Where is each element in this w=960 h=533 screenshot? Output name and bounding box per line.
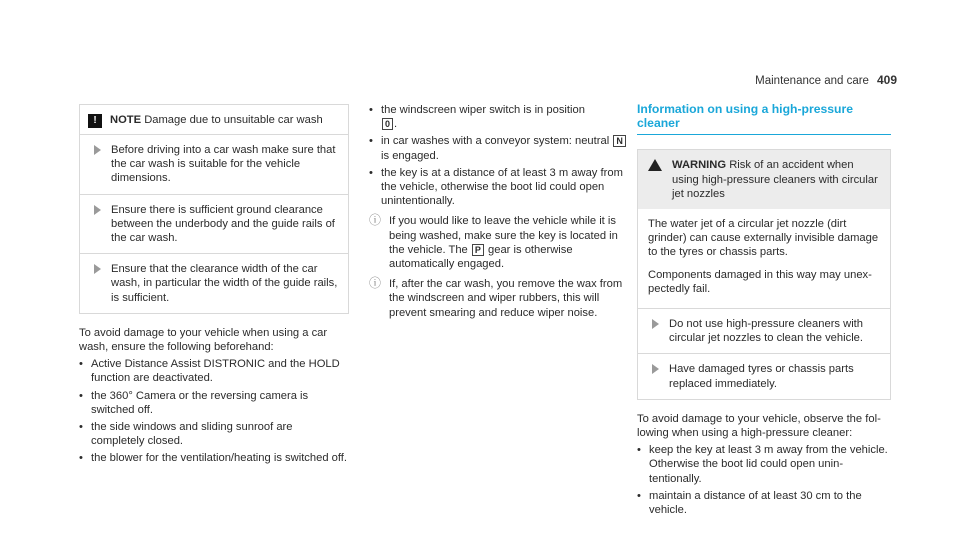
column-2 <box>369 103 631 320</box>
bullet-list <box>79 357 349 465</box>
section-heading: Information on using a high-pressure cleaner <box>637 102 891 135</box>
step-text: Ensure that the clearance width of the car wash, in particular the width of the guide rails, is sufficient. <box>111 263 338 304</box>
column-1 <box>79 104 349 469</box>
page-header <box>755 73 897 87</box>
list-item: • maintain a distance of at least 30 cm to the vehicle. <box>637 489 891 517</box>
step <box>638 308 890 353</box>
warning-label: WARNING <box>672 159 727 172</box>
list-item: • keep the key at least 3 m away from the vehicle. Otherwise the boot lid could open unintentionally. <box>637 443 891 486</box>
warning-text: Risk of an accident when using high-pressure cleaners with circular jet nozzles <box>672 159 878 200</box>
list-item: • the side windows and sliding sunroof are completely closed. <box>79 420 349 448</box>
warning-header <box>638 150 890 209</box>
info-note: ⓘ If you would like to leave the vehicle while it is being washed, make sure the key is located in the vehicle. The P gear is otherwise automatically engaged. <box>369 213 618 271</box>
intro-paragraph: To avoid damage to your vehicle, observe the following when using a high-pressure cleaner: <box>637 412 881 440</box>
step-text: Before driving into a car wash make sure that the car wash is suitable for the vehicle dimensions. <box>111 144 336 185</box>
step <box>80 134 348 194</box>
info-icon: ⓘ <box>369 276 382 291</box>
list-item: • in car washes with a conveyor system: neutral N is engaged. <box>369 134 631 162</box>
section-title: Maintenance and care <box>755 75 869 87</box>
step <box>638 353 890 398</box>
warning-box <box>637 149 891 399</box>
step <box>80 194 348 254</box>
list-item: • the key is at a distance of at least 3 m away from the vehicle, otherwise the boot lid could open unintentionally. <box>369 166 631 209</box>
page-number: 409 <box>876 73 897 87</box>
step-text: Ensure there is sufficient ground clearance between the underbody and the guide rails of the car wash. <box>111 203 335 245</box>
list-item: • Active Distance Assist DISTRONIC and the HOLD function are deactivated. <box>79 357 349 385</box>
list-item: • the 360° Camera or the reversing camera is switched off. <box>79 389 349 417</box>
info-note: ⓘ If, after the car wash, you remove the wax from the windscreen and wiper rubbers, this will prevent smearing and reduce wiper noise. <box>369 276 623 319</box>
bullet-list <box>369 103 631 208</box>
key-symbol: P <box>472 244 484 256</box>
note-label: NOTE <box>110 114 142 126</box>
step-arrow-icon <box>94 145 101 155</box>
warning-paragraph: The water jet of a circular jet nozzle (dirt grinder) can cause externally invisible damage to the tyres or chassis parts. <box>648 218 879 259</box>
step-arrow-icon <box>652 364 659 374</box>
note-header <box>80 105 348 134</box>
warning-paragraph: Components damaged in this way may unexpectedly fail. <box>648 268 872 295</box>
intro-paragraph: To avoid damage to your vehicle when using a car wash, ensure the following beforehand: <box>79 326 328 354</box>
info-icon: ⓘ <box>369 213 382 228</box>
list-item: • the blower for the ventilation/heating is switched off. <box>79 451 349 465</box>
warning-triangle-icon <box>648 159 662 171</box>
step-text: Have damaged tyres or chassis parts replaced immediately. <box>669 363 854 390</box>
step <box>80 253 348 313</box>
column-3 <box>637 102 891 520</box>
exclamation-icon: ! <box>88 114 102 128</box>
note-box <box>79 104 349 314</box>
step-arrow-icon <box>652 319 659 329</box>
list-item: • the windscreen wiper switch is in position 0 . <box>369 103 631 131</box>
key-symbol: N <box>613 135 626 147</box>
bullet-list <box>637 443 891 517</box>
note-text: Damage due to unsuitable car wash <box>144 114 323 126</box>
step-arrow-icon <box>94 264 101 274</box>
key-symbol: 0 <box>382 118 393 130</box>
step-text: Do not use high-pressure cleaners with circular jet nozzles to clean the vehicle. <box>669 318 864 345</box>
warning-body <box>638 209 890 308</box>
step-arrow-icon <box>94 205 101 215</box>
